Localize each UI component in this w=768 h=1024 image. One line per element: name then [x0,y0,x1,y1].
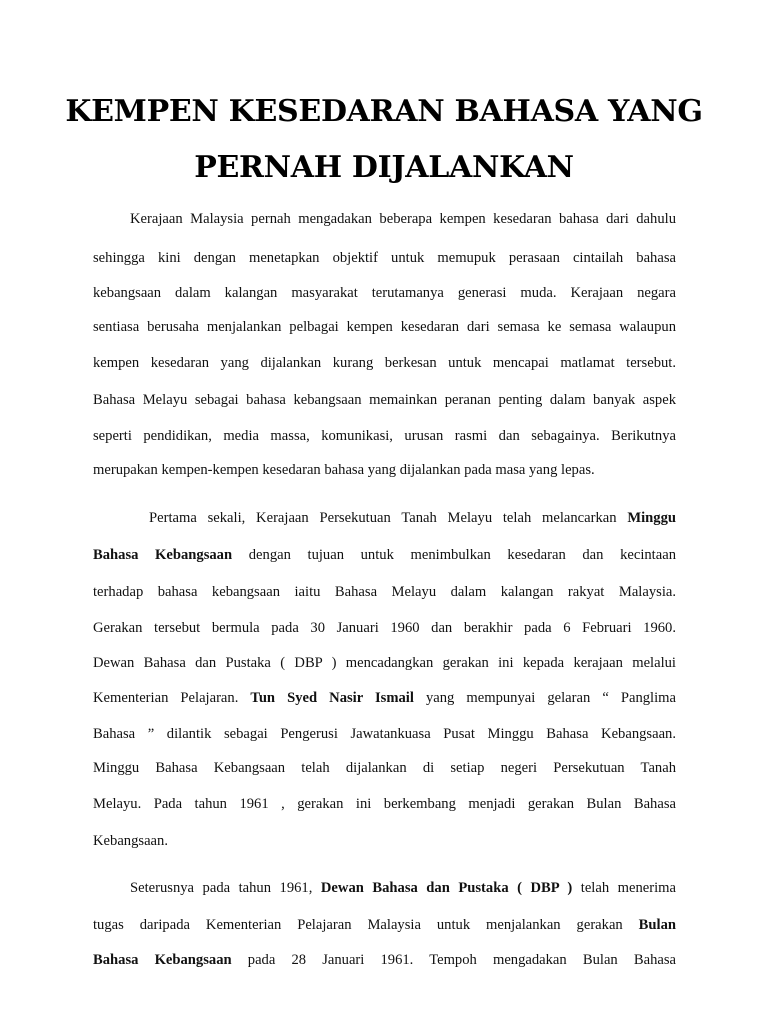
paragraph-line: Melayu. Pada tahun 1961 , gerakan ini berkembang menjadi gerakan Bulan Bahasa [93,796,676,812]
paragraph-line: Bahasa Melayu sebagai bahasa kebangsaan memainkan peranan penting dalam banyak aspek [93,392,676,408]
paragraph-line: kebangsaan dalam kalangan masyarakat terutamanya generasi muda. Kerajaan negara [93,285,676,301]
paragraph-1 [93,209,676,478]
paragraph-line: seperti pendidikan, media massa, komunikasi, urusan rasmi dan sebagainya. Berikutnya [93,428,676,444]
paragraph-line: kempen kesedaran yang dijalankan kurang berkesan untuk mencapai matlamat tersebut. [93,355,676,371]
paragraph-text: dengan tujuan untuk menimbulkan kesedaran dan kecintaan [232,547,676,563]
title-line-2: PERNAH DIJALANKAN [194,150,574,185]
paragraph-text: Kementerian Pelajaran. [93,690,251,706]
paragraph-text: yang mempunyai gelaran “ Panglima [413,690,676,706]
bold-term: Bulan [638,917,676,933]
paragraph-line: Dewan Bahasa dan Pustaka ( DBP ) mencadangkan gerakan ini kepada kerajaan melalui [93,655,676,671]
paragraph-line [93,688,676,708]
paragraph-line: Kerajaan Malaysia pernah mengadakan beberapa kempen kesedaran bahasa dari dahulu [130,211,676,227]
paragraph-line [93,950,676,970]
bold-term: Minggu [627,510,676,526]
paragraph-line: Kebangsaan. [93,833,168,849]
paragraph-3 [93,878,676,978]
paragraph-line [149,508,676,528]
paragraph-line: Bahasa ” dilantik sebagai Pengerusi Jawatankuasa Pusat Minggu Bahasa Kebangsaan. [93,726,676,742]
paragraph-2 [93,508,676,853]
paragraph-line: Minggu Bahasa Kebangsaan telah dijalankan di setiap negeri Persekutuan Tanah [93,760,676,776]
paragraph-line [93,915,676,935]
bold-term: Bahasa Kebangsaan [93,952,232,968]
title-line-1: KEMPEN KESEDARAN BAHASA YANG [65,94,703,129]
paragraph-text: telah menerima [572,880,676,896]
paragraph-line: sehingga kini dengan menetapkan objektif untuk memupuk perasaan cintailah bahasa [93,250,676,266]
bold-term: Tun Syed Nasir Ismail [250,690,414,706]
document-title [60,84,708,196]
paragraph-text: pada 28 Januari 1961. Tempoh mengadakan Bulan Bahasa [231,952,677,968]
paragraph-line: sentiasa berusaha menjalankan pelbagai kempen kesedaran dari semasa ke semasa walaupun [93,319,676,335]
paragraph-text: Pertama sekali, Kerajaan Persekutuan Tanah Melayu telah melancarkan [149,510,628,526]
paragraph-line [93,545,676,565]
paragraph-line: merupakan kempen-kempen kesedaran bahasa yang dijalankan pada masa yang lepas. [93,462,595,478]
paragraph-text: tugas daripada Kementerian Pelajaran Malaysia untuk menjalankan gerakan [93,917,639,933]
paragraph-line: Gerakan tersebut bermula pada 30 Januari 1960 dan berakhir pada 6 Februari 1960. [93,620,676,636]
paragraph-line [130,878,676,898]
paragraph-line: terhadap bahasa kebangsaan iaitu Bahasa Melayu dalam kalangan rakyat Malaysia. [93,584,676,600]
bold-term: Bahasa Kebangsaan [93,547,233,563]
paragraph-text: Seterusnya pada tahun 1961, [130,880,321,896]
bold-term: Dewan Bahasa dan Pustaka ( DBP ) [320,880,573,896]
